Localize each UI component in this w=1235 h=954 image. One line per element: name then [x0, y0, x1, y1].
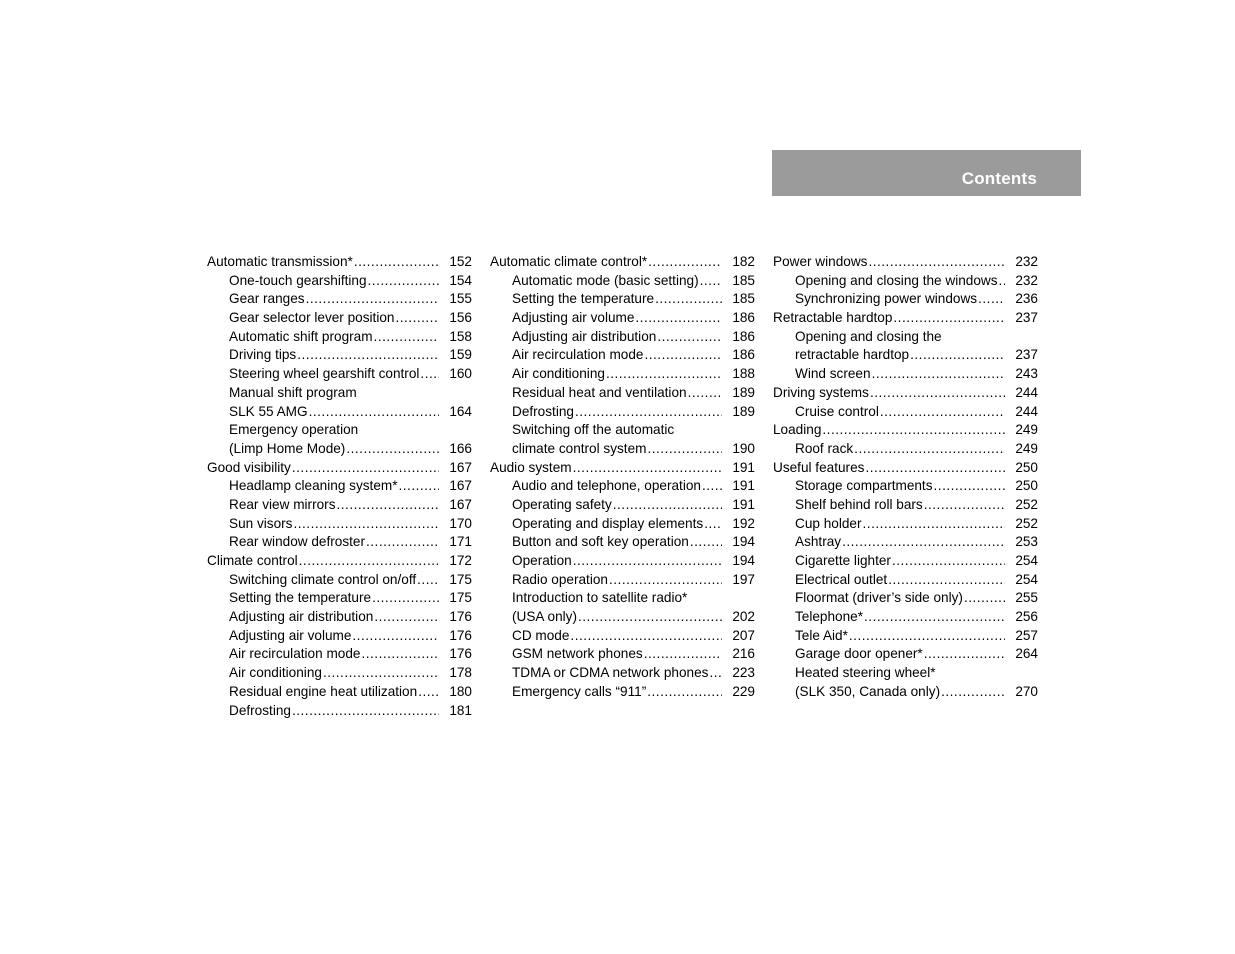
- dot-leader: [366, 533, 439, 552]
- dot-leader: [575, 403, 722, 422]
- toc-subentry[interactable]: [490, 683, 755, 702]
- toc-page-number: 232: [1015, 254, 1038, 269]
- dot-leader: [374, 608, 439, 627]
- toc-page-number: 252: [1015, 515, 1038, 531]
- toc-subentry[interactable]: [207, 627, 472, 646]
- toc-subentry[interactable]: [490, 384, 755, 403]
- toc-entry-label: Power windows: [773, 254, 868, 269]
- toc-page-number: 176: [449, 646, 472, 662]
- dot-leader: [702, 477, 722, 496]
- toc-page-number: 186: [732, 310, 755, 326]
- dot-leader: [606, 365, 722, 384]
- toc-page-number: 249: [1015, 440, 1038, 456]
- toc-entry-label: Introduction to satellite radio*: [512, 590, 688, 606]
- toc-page-number: 189: [732, 403, 755, 419]
- toc-page-number: 176: [449, 627, 472, 643]
- dot-leader: [849, 627, 1005, 646]
- toc-subentry[interactable]: [207, 702, 472, 721]
- dot-leader: [964, 589, 1005, 608]
- dot-leader: [854, 440, 1005, 459]
- toc-page-number: 181: [449, 702, 472, 718]
- toc-page-number: 170: [449, 515, 472, 531]
- toc-subentry[interactable]: [490, 496, 755, 515]
- toc-entry-label: GSM network phones: [512, 646, 643, 662]
- toc-page-number: 189: [732, 384, 755, 400]
- toc-page-number: 236: [1015, 291, 1038, 307]
- dot-leader: [690, 533, 722, 552]
- dot-leader: [573, 552, 722, 571]
- dot-leader: [865, 459, 1005, 478]
- toc-entry-label: Driving tips: [229, 347, 297, 363]
- toc-subentry[interactable]: [207, 664, 472, 683]
- toc-page-number: 232: [1015, 272, 1038, 288]
- toc-page-number: 253: [1015, 534, 1038, 550]
- toc-subentry[interactable]: [207, 421, 472, 440]
- toc-subentry[interactable]: [207, 645, 472, 664]
- dot-leader: [822, 421, 1005, 440]
- toc-page-number: 256: [1015, 609, 1038, 625]
- toc-entry[interactable]: [490, 253, 755, 272]
- toc-subentry[interactable]: [207, 608, 472, 627]
- toc-entry-label: Shelf behind roll bars: [795, 496, 923, 512]
- toc-subentry[interactable]: [490, 552, 755, 571]
- toc-column-1: [207, 253, 472, 720]
- dot-leader: [978, 290, 1005, 309]
- toc-subentry[interactable]: [490, 515, 755, 534]
- toc-page-number: 191: [732, 496, 755, 512]
- dot-leader: [417, 571, 439, 590]
- dot-leader: [657, 328, 722, 347]
- toc-entry-label: Automatic shift program: [229, 328, 373, 344]
- toc-subentry[interactable]: [773, 533, 1038, 552]
- toc-subentry[interactable]: [490, 272, 755, 291]
- toc-subentry[interactable]: [207, 496, 472, 515]
- toc-page-number: 254: [1015, 571, 1038, 587]
- dot-leader: [924, 645, 1005, 664]
- toc-entry-label: Automatic climate control*: [490, 254, 648, 269]
- toc-page-number: 191: [732, 478, 755, 494]
- toc-subentry[interactable]: [207, 328, 472, 347]
- dot-leader: [688, 384, 722, 403]
- toc-subentry[interactable]: [773, 272, 1038, 291]
- toc-subentry[interactable]: [207, 346, 472, 365]
- dot-leader: [609, 571, 722, 590]
- dot-leader: [299, 552, 439, 571]
- dot-leader: [700, 272, 722, 291]
- toc-subentry[interactable]: [490, 645, 755, 664]
- toc-page-number: 257: [1015, 627, 1038, 643]
- toc-entry-label: One-touch gearshifting: [229, 272, 367, 288]
- toc-entry-label: Switching climate control on/off: [229, 571, 417, 587]
- toc-entry-label: Storage compartments: [795, 478, 933, 494]
- toc-entry-label: Air recirculation mode: [512, 347, 644, 363]
- toc-subentry[interactable]: [490, 403, 755, 422]
- toc-entry-label: Setting the temperature: [229, 590, 372, 606]
- dot-leader: [924, 496, 1005, 515]
- toc-page-number: 178: [449, 665, 472, 681]
- toc-entry-label: Audio and telephone, operation: [512, 478, 701, 494]
- toc-entry-label: Manual shift program: [229, 384, 357, 400]
- toc-page-number: 254: [1015, 553, 1038, 568]
- toc-page-number: 264: [1015, 646, 1038, 662]
- toc-entry-label: Roof rack: [795, 440, 854, 456]
- toc-subentry[interactable]: [773, 365, 1038, 384]
- dot-leader: [420, 365, 439, 384]
- toc-entry-label: Good visibility: [207, 459, 291, 475]
- toc-subentry[interactable]: [490, 346, 755, 365]
- toc-entry[interactable]: [207, 552, 472, 571]
- toc-entry-label: Air recirculation mode: [229, 646, 361, 662]
- toc-entry[interactable]: [773, 421, 1038, 440]
- dot-leader: [354, 253, 439, 272]
- toc-subentry[interactable]: [490, 365, 755, 384]
- toc-entry-label: Rear view mirrors: [229, 496, 336, 512]
- toc-page-number: 176: [449, 609, 472, 625]
- toc-entry-label: Air conditioning: [512, 366, 605, 382]
- toc-entry-label: Automatic transmission*: [207, 254, 353, 269]
- toc-page-number: 167: [449, 496, 472, 512]
- dot-leader: [578, 608, 722, 627]
- toc-page-number: 152: [449, 254, 472, 269]
- toc-subentry[interactable]: [207, 683, 472, 702]
- toc-entry[interactable]: [490, 459, 755, 478]
- toc-entry-label: Defrosting: [229, 702, 291, 718]
- toc-entry-label: Automatic mode (basic setting): [512, 272, 699, 288]
- dot-leader: [361, 645, 439, 664]
- toc-entry-label: Emergency operation: [229, 422, 359, 438]
- toc-page-number: 250: [1015, 459, 1038, 475]
- dot-leader: [374, 328, 439, 347]
- toc-page-number: 197: [732, 571, 755, 587]
- toc-page-number: 237: [1015, 347, 1038, 363]
- toc-subentry[interactable]: [490, 608, 755, 627]
- toc-page-number: 244: [1015, 384, 1038, 400]
- toc-entry-label: Cruise control: [795, 403, 879, 419]
- dot-leader: [635, 309, 722, 328]
- toc-entry-label: Telephone*: [795, 609, 864, 625]
- toc-entry-label: Adjusting air distribution: [512, 328, 657, 344]
- toc-subentry[interactable]: [490, 477, 755, 496]
- toc-page-number: 237: [1015, 310, 1038, 326]
- toc-column-2: [490, 253, 755, 702]
- toc-entry-label: Ashtray: [795, 534, 842, 550]
- toc-page-number: 185: [732, 291, 755, 307]
- toc-entry[interactable]: [773, 459, 1038, 478]
- toc-entry-label: Operating and display elements: [512, 515, 704, 531]
- dot-leader: [573, 459, 722, 478]
- toc-page-number: 243: [1015, 366, 1038, 382]
- dot-leader: [941, 683, 1005, 702]
- toc-entry-label: Climate control: [207, 553, 298, 568]
- toc-entry-label: Gear selector lever position: [229, 310, 395, 326]
- toc-subentry[interactable]: [207, 477, 472, 496]
- toc-subentry[interactable]: [773, 346, 1038, 365]
- toc-subentry[interactable]: [773, 608, 1038, 627]
- toc-page-number: 167: [449, 459, 472, 475]
- dot-leader: [368, 272, 439, 291]
- toc-subentry[interactable]: [773, 403, 1038, 422]
- toc-subentry[interactable]: [773, 496, 1038, 515]
- toc-entry-label: TDMA or CDMA network phones: [512, 665, 709, 681]
- dot-leader: [709, 664, 722, 683]
- toc-page-number: 229: [732, 683, 755, 699]
- toc-subentry[interactable]: [773, 440, 1038, 459]
- toc-entry-label: Floormat (driver’s side only): [795, 590, 963, 606]
- toc-page-number: 160: [449, 366, 472, 382]
- toc-subentry[interactable]: [773, 664, 1038, 683]
- toc-entry-label: Rear window defroster: [229, 534, 365, 550]
- toc-subentry[interactable]: [490, 440, 755, 459]
- toc-page-number: 216: [732, 646, 755, 662]
- toc-subentry[interactable]: [490, 664, 755, 683]
- toc-subentry[interactable]: [207, 290, 472, 309]
- dot-leader: [880, 403, 1005, 422]
- toc-page-number: 155: [449, 291, 472, 307]
- toc-entry[interactable]: [773, 253, 1038, 272]
- toc-subentry[interactable]: [773, 627, 1038, 646]
- toc-entry[interactable]: [207, 253, 472, 272]
- toc-entry-label: Adjusting air distribution: [229, 609, 374, 625]
- toc-entry-label: retractable hardtop: [795, 347, 910, 363]
- toc-subentry[interactable]: [490, 328, 755, 347]
- dot-leader: [309, 403, 439, 422]
- toc-entry-label: Loading: [773, 422, 822, 438]
- toc-entry-label: Tele Aid*: [795, 627, 848, 643]
- toc-subentry[interactable]: [207, 365, 472, 384]
- toc-subentry[interactable]: [773, 328, 1038, 347]
- dot-leader: [999, 272, 1005, 291]
- dot-leader: [352, 627, 439, 646]
- dot-leader: [863, 515, 1005, 534]
- toc-entry-label: Wind screen: [795, 366, 871, 382]
- toc-entry-label: Sun visors: [229, 515, 293, 531]
- toc-entry-label: SLK 55 AMG: [229, 403, 308, 419]
- toc-page-number: 166: [449, 440, 472, 456]
- toc-page-number: 185: [732, 272, 755, 288]
- toc-subentry[interactable]: [490, 421, 755, 440]
- toc-page-number: 202: [732, 609, 755, 625]
- dot-leader: [644, 346, 722, 365]
- toc-page-number: 223: [732, 665, 755, 681]
- dot-leader: [647, 683, 722, 702]
- dot-leader: [613, 496, 722, 515]
- toc-entry-label: (SLK 350, Canada only): [795, 683, 941, 699]
- toc-subentry[interactable]: [207, 515, 472, 534]
- toc-entry-label: Synchronizing power windows: [795, 291, 978, 307]
- toc-entry-label: (Limp Home Mode): [229, 440, 346, 456]
- dot-leader: [418, 683, 439, 702]
- toc-subentry[interactable]: [773, 290, 1038, 309]
- toc-entry-label: Emergency calls “911”: [512, 683, 647, 699]
- toc-page-number: 192: [732, 515, 755, 531]
- toc-page-number: 250: [1015, 478, 1038, 494]
- toc-entry[interactable]: [207, 459, 472, 478]
- dot-leader: [297, 346, 439, 365]
- toc-subentry[interactable]: [207, 384, 472, 403]
- dot-leader: [870, 384, 1005, 403]
- dot-leader: [934, 477, 1005, 496]
- toc-entry-label: Switching off the automatic: [512, 422, 675, 438]
- toc-entry-label: Opening and closing the windows: [795, 272, 998, 288]
- dot-leader: [323, 664, 439, 683]
- dot-leader: [655, 290, 722, 309]
- toc-page-number: 164: [449, 403, 472, 419]
- toc-entry-label: Audio system: [490, 459, 572, 475]
- toc-page-number: 190: [732, 440, 755, 456]
- dot-leader: [372, 589, 439, 608]
- toc-subentry[interactable]: [490, 571, 755, 590]
- dot-leader: [868, 253, 1005, 272]
- dot-leader: [872, 365, 1005, 384]
- dot-leader: [644, 645, 722, 664]
- toc-subentry[interactable]: [773, 477, 1038, 496]
- toc-entry-label: CD mode: [512, 627, 570, 643]
- toc-subentry[interactable]: [490, 627, 755, 646]
- toc-page-number: 270: [1015, 683, 1038, 699]
- toc-page-number: 175: [449, 590, 472, 606]
- dot-leader: [893, 309, 1005, 328]
- toc-entry-label: Adjusting air volume: [512, 310, 635, 326]
- dot-leader: [704, 515, 722, 534]
- toc-page-number: 172: [449, 553, 472, 568]
- toc-entry-label: climate control system: [512, 440, 647, 456]
- dot-leader: [346, 440, 439, 459]
- dot-leader: [293, 515, 439, 534]
- toc-page-number: 180: [449, 683, 472, 699]
- toc-page-number: 194: [732, 534, 755, 550]
- toc-page-number: 186: [732, 328, 755, 344]
- toc-page-number: 154: [449, 272, 472, 288]
- toc-entry-label: (USA only): [512, 609, 577, 625]
- toc-entry-label: Residual heat and ventilation: [512, 384, 687, 400]
- toc-subentry[interactable]: [207, 403, 472, 422]
- toc-page-number: 244: [1015, 403, 1038, 419]
- dot-leader: [399, 477, 440, 496]
- toc-subentry[interactable]: [490, 533, 755, 552]
- toc-column-3: [773, 253, 1038, 702]
- toc-entry-label: Defrosting: [512, 403, 574, 419]
- toc-entry-label: Electrical outlet: [795, 571, 888, 587]
- toc-page-number: 194: [732, 553, 755, 568]
- toc-page-number: 175: [449, 571, 472, 587]
- toc-entry-label: Steering wheel gearshift control: [229, 366, 420, 382]
- toc-entry-label: Garage door opener*: [795, 646, 923, 662]
- dot-leader: [570, 627, 722, 646]
- toc-page-number: 167: [449, 478, 472, 494]
- page-title: Contents: [961, 169, 1037, 188]
- toc-entry-label: Residual engine heat utilization: [229, 683, 418, 699]
- toc-entry-label: Setting the temperature: [512, 291, 655, 307]
- toc-page-number: 156: [449, 310, 472, 326]
- toc-entry[interactable]: [773, 384, 1038, 403]
- toc-entry-label: Driving systems: [773, 384, 869, 400]
- toc-entry-label: Heated steering wheel*: [795, 665, 936, 681]
- dot-leader: [892, 552, 1005, 571]
- toc-entry-label: Opening and closing the: [795, 328, 942, 344]
- toc-subentry[interactable]: [490, 309, 755, 328]
- toc-entry-label: Cup holder: [795, 515, 862, 531]
- toc-page-number: 182: [732, 254, 755, 269]
- contents-header-tab: [772, 150, 1081, 196]
- toc-subentry[interactable]: [207, 589, 472, 608]
- toc-entry-label: Adjusting air volume: [229, 627, 352, 643]
- dot-leader: [306, 290, 439, 309]
- toc-subentry[interactable]: [207, 272, 472, 291]
- toc-subentry[interactable]: [207, 440, 472, 459]
- toc-subentry[interactable]: [773, 645, 1038, 664]
- toc-page-number: 252: [1015, 496, 1038, 512]
- toc-page-number: 249: [1015, 422, 1038, 438]
- toc-subentry[interactable]: [773, 683, 1038, 702]
- toc-subentry[interactable]: [490, 589, 755, 608]
- dot-leader: [337, 496, 440, 515]
- toc-entry-label: Gear ranges: [229, 291, 305, 307]
- toc-entry-label: Operation: [512, 553, 572, 568]
- toc-entry-label: Retractable hardtop: [773, 310, 893, 326]
- dot-leader: [910, 346, 1005, 365]
- dot-leader: [395, 309, 439, 328]
- toc-entry-label: Radio operation: [512, 571, 608, 587]
- toc-subentry[interactable]: [207, 571, 472, 590]
- toc-entry-label: Air conditioning: [229, 665, 322, 681]
- toc-entry[interactable]: [773, 309, 1038, 328]
- toc-subentry[interactable]: [773, 589, 1038, 608]
- toc-page-number: 171: [449, 534, 472, 550]
- toc-subentry[interactable]: [773, 552, 1038, 571]
- toc-subentry[interactable]: [773, 571, 1038, 590]
- dot-leader: [292, 459, 439, 478]
- toc-subentry[interactable]: [773, 515, 1038, 534]
- toc-subentry[interactable]: [490, 290, 755, 309]
- dot-leader: [864, 608, 1005, 627]
- dot-leader: [292, 702, 439, 721]
- toc-page-number: 207: [732, 627, 755, 643]
- toc-page-number: 255: [1015, 590, 1038, 606]
- toc-page-number: 188: [732, 366, 755, 382]
- toc-page-number: 158: [449, 328, 472, 344]
- toc-subentry[interactable]: [207, 533, 472, 552]
- toc-page-number: 159: [449, 347, 472, 363]
- dot-leader: [647, 440, 722, 459]
- toc-subentry[interactable]: [207, 309, 472, 328]
- dot-leader: [888, 571, 1005, 590]
- dot-leader: [648, 253, 722, 272]
- toc-entry-label: Headlamp cleaning system*: [229, 478, 398, 494]
- toc-page-number: 186: [732, 347, 755, 363]
- toc-page-number: 191: [732, 459, 755, 475]
- dot-leader: [842, 533, 1005, 552]
- toc-entry-label: Operating safety: [512, 496, 612, 512]
- toc-entry-label: Cigarette lighter: [795, 553, 891, 568]
- toc-entry-label: Button and soft key operation: [512, 534, 689, 550]
- toc-entry-label: Useful features: [773, 459, 865, 475]
